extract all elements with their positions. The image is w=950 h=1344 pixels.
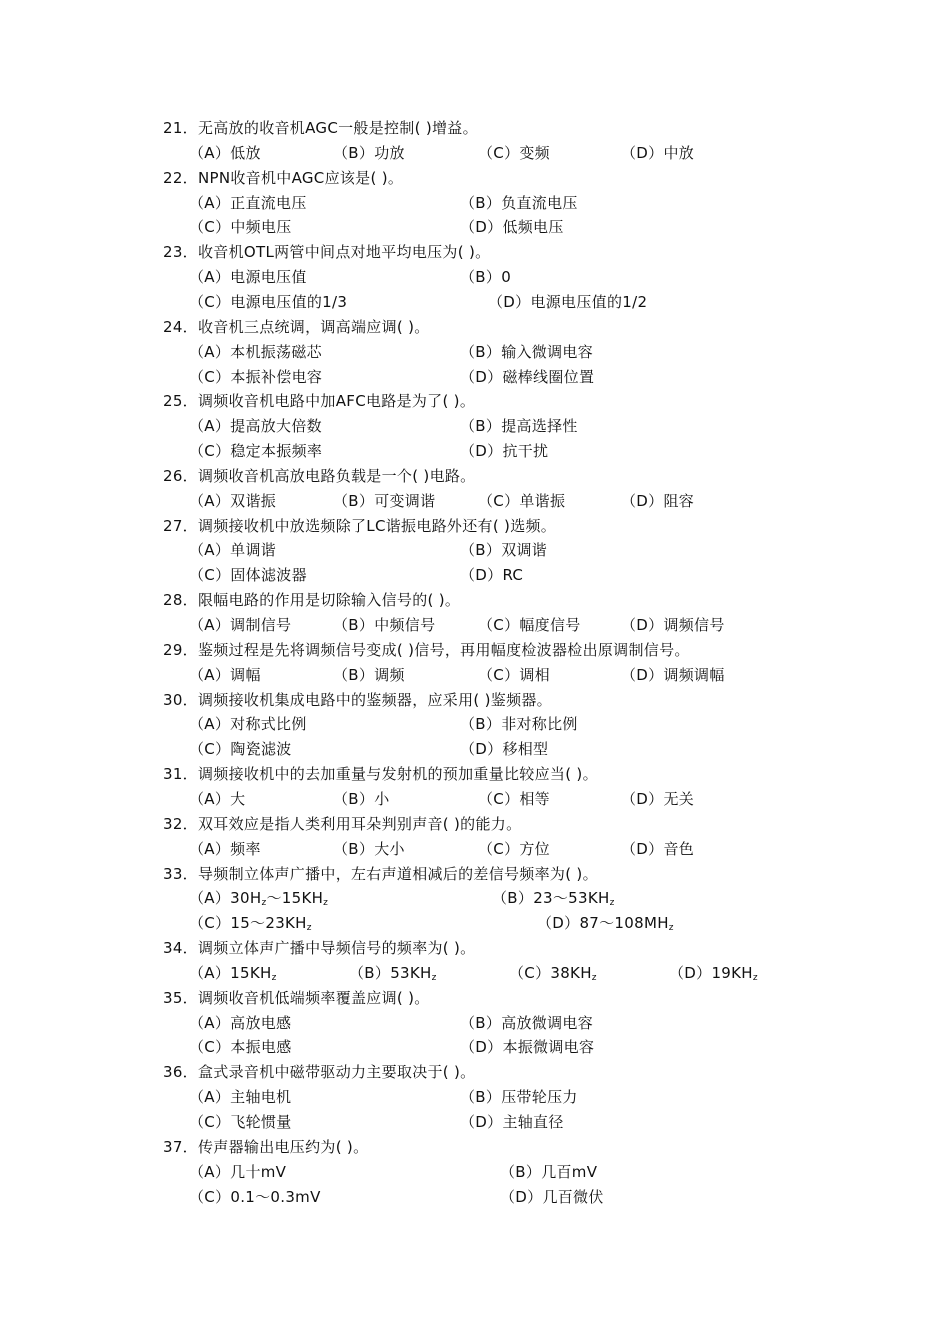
option-row — [0, 215, 950, 239]
question-text: 调频收音机电路中加AFC电路是为了( )。 — [198, 392, 476, 411]
option-row — [0, 1110, 950, 1134]
option-row — [0, 961, 950, 985]
question-number: 34． — [163, 939, 198, 958]
option-d: （D）主轴直径 — [460, 1113, 564, 1131]
option-row — [0, 290, 950, 314]
option-b: （B）输入微调电容 — [460, 342, 593, 361]
option-row — [0, 414, 950, 438]
question-text: 调频立体声广播中导频信号的频率为( )。 — [198, 939, 476, 958]
option-row — [0, 439, 950, 463]
question-text: 调频收音机低端频率覆盖应调( )。 — [198, 988, 430, 1007]
option-a: （A）大 — [189, 789, 246, 808]
question-stem — [163, 389, 475, 413]
question-text: 调频接收机中放选频除了LC谐振电路外还有( )选频。 — [198, 516, 557, 535]
question-number: 29． — [163, 640, 198, 659]
option-d: （D）几百微伏 — [500, 1187, 604, 1206]
option-row — [0, 1185, 950, 1209]
option-row — [0, 1160, 950, 1184]
option-a: （A）单调谐 — [189, 541, 277, 560]
question-number: 36． — [163, 1063, 198, 1082]
question-stem — [163, 166, 403, 190]
question-stem — [163, 762, 598, 786]
option-c: （C）变频 — [478, 143, 550, 162]
option-c: （C）单谐振 — [478, 491, 566, 510]
question-text: 鉴频过程是先将调频信号变成( )信号，再用幅度检波器检出原调制信号。 — [198, 640, 690, 659]
question-number: 31． — [163, 765, 198, 784]
option-c: （C）固体滤波器 — [189, 566, 307, 585]
question-text: 盒式录音机中磁带驱动力主要取决于( )。 — [198, 1063, 476, 1082]
option-row — [0, 340, 950, 364]
option-b: （B）大小 — [333, 839, 405, 858]
question-text: 双耳效应是指人类利用耳朵判别声音( )的能力。 — [198, 814, 522, 833]
option-a: $(A)30H_z\sim 15KH_z$ — [189, 889, 329, 909]
question-stem — [163, 464, 475, 488]
question-text: 收音机三点统调，调高端应调( )。 — [198, 317, 430, 336]
option-row — [0, 663, 950, 687]
question-text: 无高放的收音机AGC一般是控制( )增益。 — [198, 119, 478, 137]
option-b: （B）调频 — [333, 665, 405, 684]
question-number: 24． — [163, 317, 198, 336]
question-number: 35． — [163, 988, 198, 1007]
option-c: （C）0.1～0.3mV — [189, 1187, 321, 1206]
question-number: 22． — [163, 168, 198, 187]
option-d: （D）抗干扰 — [460, 442, 549, 461]
question-number: 27． — [163, 516, 198, 535]
option-row — [0, 489, 950, 513]
question-text: 调频接收机中的去加重量与发射机的预加重量比较应当( )。 — [198, 765, 598, 784]
option-row — [0, 1035, 950, 1059]
question-number: 28． — [163, 591, 198, 610]
option-d: $(D)19KH_z$ — [669, 963, 758, 983]
option-a: （A）对称式比例 — [189, 715, 307, 734]
option-b: （B）双调谐 — [460, 541, 548, 560]
option-c: （C）本振电感 — [189, 1038, 292, 1057]
option-a: （A）本机振荡磁芯 — [189, 342, 322, 361]
question-stem — [163, 812, 521, 836]
option-d: （D）中放 — [621, 143, 695, 162]
question-number: 33． — [163, 864, 198, 883]
option-d: （D）低频电压 — [460, 218, 564, 237]
question-stem — [163, 514, 556, 538]
option-row — [0, 787, 950, 811]
option-row — [0, 1011, 950, 1035]
option-a: （A）频率 — [189, 839, 261, 858]
option-a: （A）低放 — [189, 143, 261, 162]
option-c: （C）飞轮惯量 — [189, 1113, 292, 1131]
question-text: NPN收音机中AGC应该是( )。 — [198, 168, 404, 187]
option-a: （A）几十mV — [189, 1162, 287, 1181]
option-a: （A）高放电感 — [189, 1013, 292, 1032]
option-a: （A）主轴电机 — [189, 1088, 292, 1107]
option-row — [0, 712, 950, 736]
option-b: （B）功放 — [333, 143, 405, 162]
question-text: 传声器输出电压约为( )。 — [198, 1137, 369, 1156]
option-d: （D）本振微调电容 — [460, 1038, 595, 1057]
question-text: 收音机OTL两管中间点对地平均电压为( )。 — [198, 243, 491, 262]
question-number: 25． — [163, 392, 198, 411]
option-row — [0, 141, 950, 165]
option-row — [0, 191, 950, 215]
question-number: 23． — [163, 243, 198, 262]
option-b: （B）中频信号 — [333, 616, 436, 634]
question-text: 调频接收机集成电路中的鉴频器，应采用( )鉴频器。 — [198, 690, 552, 709]
option-a: （A）电源电压值 — [189, 268, 307, 287]
option-row — [0, 837, 950, 861]
option-c: （C）中频电压 — [189, 218, 292, 237]
option-a: （A）双谐振 — [189, 491, 277, 510]
option-row — [0, 737, 950, 761]
question-text: 限幅电路的作用是切除输入信号的( )。 — [198, 591, 461, 610]
question-text: 调频收音机高放电路负载是一个( )电路。 — [198, 466, 476, 485]
option-a: $(A)15KH_z$ — [189, 963, 277, 983]
option-a: （A）调制信号 — [189, 616, 292, 634]
question-number: 32． — [163, 814, 198, 833]
option-c: $(C)38KH_z$ — [509, 963, 597, 983]
option-b: （B）小 — [333, 789, 390, 808]
option-b: （B）0 — [460, 268, 512, 287]
option-c: （C）陶瓷滤波 — [189, 740, 292, 759]
option-d: （D）移相型 — [460, 740, 549, 759]
option-d: （D）调频调幅 — [621, 665, 725, 684]
option-b: （B）负直流电压 — [460, 193, 578, 212]
option-b: $(B)23\sim 53KH_z$ — [492, 889, 615, 909]
option-b: （B）高放微调电容 — [460, 1013, 593, 1032]
question-stem — [163, 315, 430, 339]
question-stem — [163, 986, 430, 1010]
option-a: （A）调幅 — [189, 665, 261, 684]
question-stem — [163, 1060, 475, 1084]
option-a: （A）正直流电压 — [189, 193, 307, 212]
option-b: （B）提高选择性 — [460, 417, 578, 436]
option-row — [0, 265, 950, 289]
question-number: 37． — [163, 1137, 198, 1156]
option-c: （C）本振补偿电容 — [189, 367, 323, 386]
option-row — [0, 1085, 950, 1109]
option-row — [0, 563, 950, 587]
option-b: （B）压带轮压力 — [460, 1088, 578, 1107]
option-c: （C）电源电压值的1/3 — [189, 292, 348, 311]
option-c: （C）相等 — [478, 789, 550, 808]
option-c: （C）方位 — [478, 839, 550, 858]
option-row — [0, 886, 950, 910]
option-d: （D）阻容 — [621, 491, 695, 510]
option-b: （B）非对称比例 — [460, 715, 578, 734]
question-number: 30． — [163, 690, 198, 709]
option-b: $(B)53KH_z$ — [349, 963, 437, 983]
option-row — [0, 538, 950, 562]
option-d: $(D)87\sim 108MH_z$ — [537, 914, 674, 934]
question-stem — [163, 1135, 368, 1159]
question-number: 26． — [163, 466, 198, 485]
option-row — [0, 365, 950, 389]
question-stem — [163, 240, 490, 264]
option-d: （D）磁棒线圈位置 — [460, 367, 595, 386]
option-b: （B）可变调谐 — [333, 491, 436, 510]
option-c: （C）稳定本振频率 — [189, 442, 323, 461]
question-number: 21． — [163, 119, 198, 137]
option-d: （D）RC — [460, 566, 524, 585]
question-stem — [163, 638, 690, 662]
option-d: （D）电源电压值的1/2 — [488, 292, 648, 311]
option-d: （D）调频信号 — [621, 616, 725, 634]
question-text: 导频制立体声广播中，左右声道相减后的差信号频率为( )。 — [198, 864, 598, 883]
option-row — [0, 911, 950, 935]
question-stem — [163, 862, 598, 886]
option-d: （D）音色 — [621, 839, 695, 858]
option-row — [0, 613, 950, 637]
question-stem — [163, 936, 475, 960]
option-d: （D）无关 — [621, 789, 695, 808]
option-a: （A）提高放大倍数 — [189, 417, 322, 436]
option-c: $(C)15\sim 23KH_z$ — [189, 914, 312, 934]
option-c: （C）幅度信号 — [478, 616, 581, 634]
question-stem — [163, 116, 478, 140]
option-c: （C）调相 — [478, 665, 550, 684]
question-stem — [163, 588, 460, 612]
question-stem — [163, 688, 552, 712]
option-b: （B）几百mV — [500, 1162, 598, 1181]
